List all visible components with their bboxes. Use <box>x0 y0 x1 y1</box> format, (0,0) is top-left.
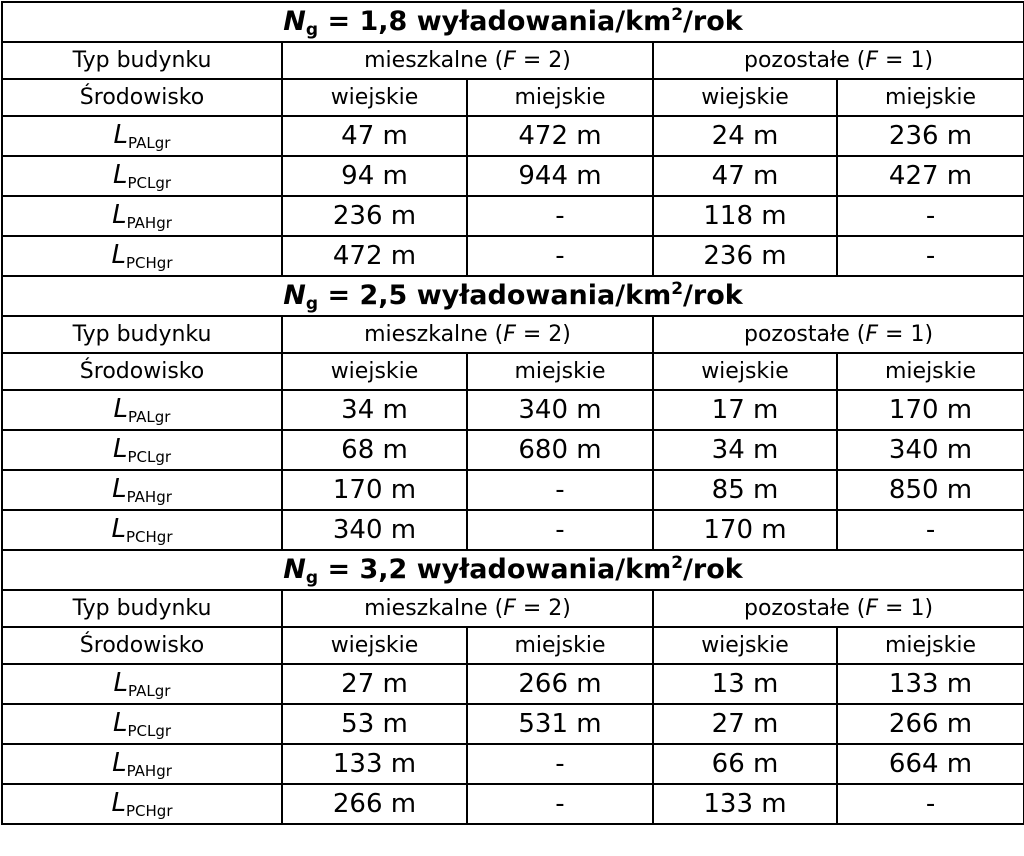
value-cell: - <box>837 510 1024 550</box>
value-cell: 266 m <box>837 704 1024 744</box>
row-symbol: L <box>112 160 128 190</box>
section-title <box>2 2 1024 42</box>
urban-header <box>837 353 1024 390</box>
value-cell: - <box>467 510 653 550</box>
value-cell: 944 m <box>467 156 653 196</box>
row-label <box>2 470 282 510</box>
urban-header <box>467 353 653 390</box>
row-symbol: L <box>112 474 127 504</box>
title-superscript: 2 <box>671 552 684 573</box>
residential-text: mieszkalne ( <box>364 322 504 347</box>
f-symbol: F <box>503 322 516 347</box>
row-symbol: L <box>113 120 129 150</box>
value-cell: - <box>467 196 653 236</box>
value-cell: 266 m <box>467 664 653 704</box>
row-label <box>2 704 282 744</box>
row-subscript: PCHgr <box>126 254 173 272</box>
value-cell: 472 m <box>467 116 653 156</box>
residential-f-value: = 2) <box>515 322 571 347</box>
row-symbol: L <box>112 708 128 738</box>
urban-header <box>467 79 653 116</box>
row-label <box>2 156 282 196</box>
value-cell: 531 m <box>467 704 653 744</box>
residential-text: mieszkalne ( <box>364 48 504 73</box>
row-label <box>2 390 282 430</box>
urban-header <box>837 79 1024 116</box>
row-symbol: L <box>111 514 126 544</box>
value-cell: - <box>837 236 1024 276</box>
rural-header <box>653 79 837 116</box>
rural-text: wiejskie <box>330 85 419 110</box>
row-label <box>2 784 282 824</box>
table-row <box>2 430 1024 470</box>
urban-text: miejskie <box>514 359 606 384</box>
title-superscript: 2 <box>671 278 684 299</box>
row-label <box>2 116 282 156</box>
title-suffix: /rok <box>683 279 743 311</box>
row-subscript: PALgr <box>128 408 171 426</box>
environment-text: Środowisko <box>79 359 205 384</box>
other-f-value: = 1) <box>878 322 934 347</box>
row-subscript: PCLgr <box>127 174 172 192</box>
value-cell: 133 m <box>837 664 1024 704</box>
ng-subscript: g <box>305 19 319 40</box>
residential-f-value: = 2) <box>515 48 571 73</box>
value-cell: 236 m <box>282 196 467 236</box>
residential-header <box>282 42 653 79</box>
row-label <box>2 236 282 276</box>
value-cell: 17 m <box>653 390 837 430</box>
section-title <box>2 276 1024 316</box>
other-text: pozostałe ( <box>744 48 866 73</box>
urban-text: miejskie <box>884 359 977 384</box>
environment-label <box>2 627 282 664</box>
title-text: = 1,8 wyładowania/km <box>318 5 672 37</box>
f-symbol: F <box>503 48 516 73</box>
table-row <box>2 510 1024 550</box>
value-cell: - <box>467 784 653 824</box>
residential-header <box>282 590 653 627</box>
value-cell: 47 m <box>282 116 467 156</box>
building-type-row <box>2 590 1024 627</box>
value-cell: 850 m <box>837 470 1024 510</box>
table-row <box>2 784 1024 824</box>
building-type-row <box>2 42 1024 79</box>
residential-text: mieszkalne ( <box>364 596 504 621</box>
title-suffix: /rok <box>683 5 743 37</box>
value-cell: 27 m <box>282 664 467 704</box>
ng-subscript: g <box>305 567 319 588</box>
table-body <box>2 2 1024 824</box>
value-cell: 170 m <box>837 390 1024 430</box>
value-cell: 236 m <box>837 116 1024 156</box>
row-label <box>2 430 282 470</box>
row-subscript: PCHgr <box>126 802 173 820</box>
table-row <box>2 744 1024 784</box>
environment-row <box>2 627 1024 664</box>
ng-symbol: N <box>283 5 306 37</box>
row-subscript: PCHgr <box>126 528 173 546</box>
urban-text: miejskie <box>514 633 606 658</box>
ng-symbol: N <box>283 553 306 585</box>
value-cell: 24 m <box>653 116 837 156</box>
table-row <box>2 236 1024 276</box>
row-subscript: PCLgr <box>127 448 172 466</box>
other-text: pozostałe ( <box>744 322 866 347</box>
value-cell: 427 m <box>837 156 1024 196</box>
environment-row <box>2 353 1024 390</box>
urban-text: miejskie <box>884 633 977 658</box>
value-cell: 27 m <box>653 704 837 744</box>
building-type-label <box>2 590 282 627</box>
row-symbol: L <box>111 240 126 270</box>
section-title <box>2 550 1024 590</box>
row-label <box>2 664 282 704</box>
rural-header <box>282 627 467 664</box>
value-cell: 118 m <box>653 196 837 236</box>
residential-f-value: = 2) <box>515 596 571 621</box>
row-subscript: PAHgr <box>126 214 172 232</box>
value-cell: - <box>467 744 653 784</box>
building-type-text: Typ budynku <box>72 322 212 347</box>
building-type-label <box>2 42 282 79</box>
rural-text: wiejskie <box>330 633 419 658</box>
environment-row <box>2 79 1024 116</box>
section-title-row <box>2 2 1024 42</box>
rural-text: wiejskie <box>701 85 789 110</box>
ng-subscript: g <box>305 293 319 314</box>
value-cell: - <box>467 236 653 276</box>
building-type-label <box>2 316 282 353</box>
f-symbol: F <box>865 596 879 621</box>
row-label <box>2 510 282 550</box>
row-subscript: PAHgr <box>126 488 172 506</box>
rural-text: wiejskie <box>701 359 789 384</box>
distance-table <box>1 1 1024 825</box>
other-f-value: = 1) <box>878 48 934 73</box>
other-f-value: = 1) <box>878 596 934 621</box>
value-cell: 66 m <box>653 744 837 784</box>
value-cell: 170 m <box>282 470 467 510</box>
title-text: = 2,5 wyładowania/km <box>318 279 672 311</box>
value-cell: 133 m <box>653 784 837 824</box>
urban-text: miejskie <box>884 85 977 110</box>
building-type-text: Typ budynku <box>72 48 212 73</box>
row-symbol: L <box>113 394 129 424</box>
row-symbol: L <box>112 748 127 778</box>
value-cell: 47 m <box>653 156 837 196</box>
residential-header <box>282 316 653 353</box>
value-cell: 53 m <box>282 704 467 744</box>
value-cell: 133 m <box>282 744 467 784</box>
value-cell: 680 m <box>467 430 653 470</box>
rural-text: wiejskie <box>701 633 789 658</box>
title-text: = 3,2 wyładowania/km <box>318 553 672 585</box>
other-header <box>653 316 1024 353</box>
building-type-text: Typ budynku <box>72 596 212 621</box>
value-cell: 170 m <box>653 510 837 550</box>
table-row <box>2 470 1024 510</box>
value-cell: - <box>467 470 653 510</box>
row-subscript: PCLgr <box>127 722 172 740</box>
urban-header <box>467 627 653 664</box>
value-cell: 94 m <box>282 156 467 196</box>
row-label <box>2 744 282 784</box>
table-row <box>2 390 1024 430</box>
environment-label <box>2 353 282 390</box>
ng-symbol: N <box>283 279 306 311</box>
value-cell: 340 m <box>467 390 653 430</box>
f-symbol: F <box>865 48 879 73</box>
value-cell: 340 m <box>282 510 467 550</box>
rural-header <box>653 353 837 390</box>
title-suffix: /rok <box>683 553 743 585</box>
other-header <box>653 42 1024 79</box>
f-symbol: F <box>503 596 516 621</box>
value-cell: 472 m <box>282 236 467 276</box>
value-cell: 266 m <box>282 784 467 824</box>
row-symbol: L <box>112 200 127 230</box>
urban-text: miejskie <box>514 85 606 110</box>
value-cell: 85 m <box>653 470 837 510</box>
environment-text: Środowisko <box>79 85 205 110</box>
table-row <box>2 156 1024 196</box>
value-cell: 13 m <box>653 664 837 704</box>
section-title-row <box>2 276 1024 316</box>
value-cell: - <box>837 784 1024 824</box>
row-label <box>2 196 282 236</box>
value-cell: 664 m <box>837 744 1024 784</box>
value-cell: 68 m <box>282 430 467 470</box>
title-superscript: 2 <box>671 4 684 25</box>
table-row <box>2 704 1024 744</box>
value-cell: 340 m <box>837 430 1024 470</box>
row-symbol: L <box>111 788 126 818</box>
section-title-row <box>2 550 1024 590</box>
value-cell: - <box>837 196 1024 236</box>
rural-header <box>653 627 837 664</box>
value-cell: 34 m <box>653 430 837 470</box>
row-subscript: PALgr <box>128 134 171 152</box>
row-subscript: PALgr <box>128 682 171 700</box>
environment-label <box>2 79 282 116</box>
rural-header <box>282 353 467 390</box>
urban-header <box>837 627 1024 664</box>
value-cell: 236 m <box>653 236 837 276</box>
row-symbol: L <box>112 434 128 464</box>
other-text: pozostałe ( <box>744 596 866 621</box>
row-subscript: PAHgr <box>126 762 172 780</box>
building-type-row <box>2 316 1024 353</box>
environment-text: Środowisko <box>79 633 205 658</box>
f-symbol: F <box>865 322 879 347</box>
rural-text: wiejskie <box>330 359 419 384</box>
table-row <box>2 116 1024 156</box>
row-symbol: L <box>113 668 129 698</box>
value-cell: 34 m <box>282 390 467 430</box>
rural-header <box>282 79 467 116</box>
table-row <box>2 196 1024 236</box>
other-header <box>653 590 1024 627</box>
table-row <box>2 664 1024 704</box>
